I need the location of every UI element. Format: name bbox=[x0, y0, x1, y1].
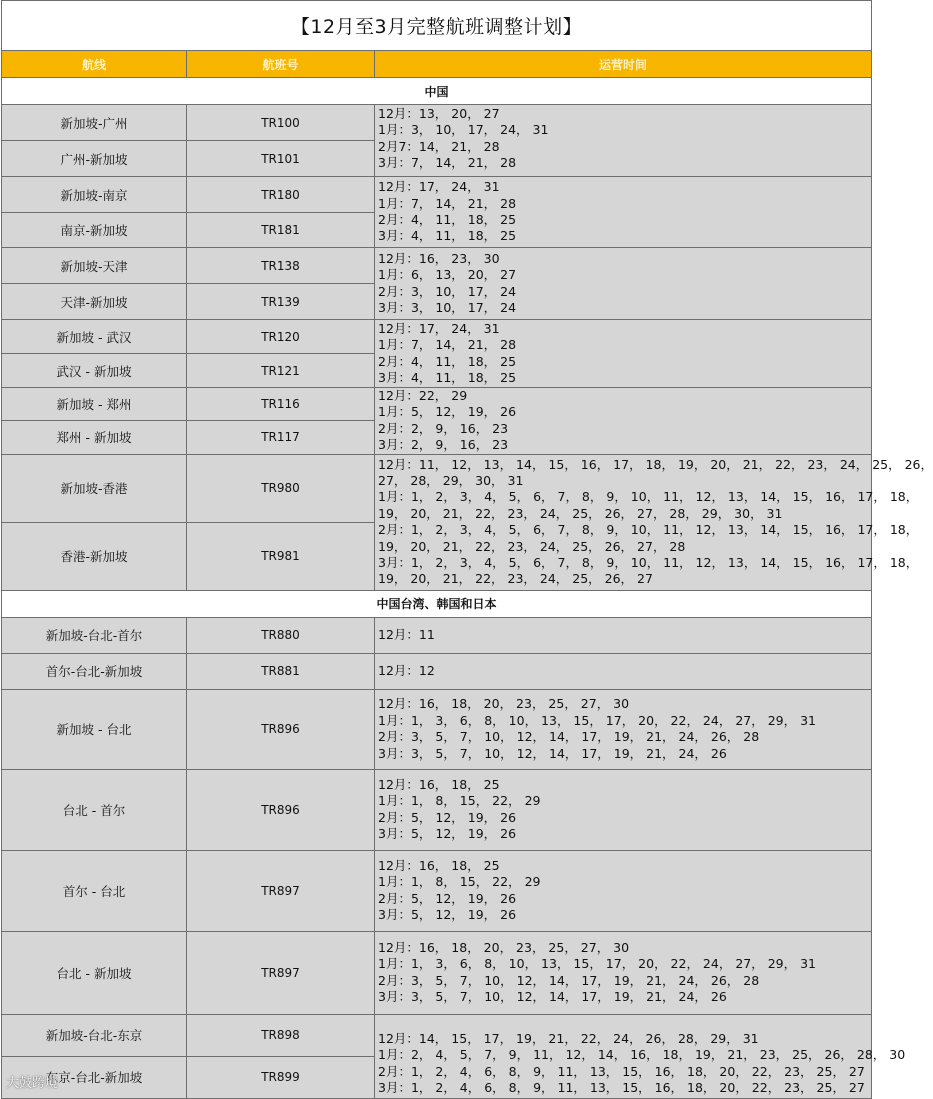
schedule-cell bbox=[375, 105, 872, 177]
schedule-line: 1月：7， 14， 21， 28 bbox=[378, 195, 517, 211]
watermark: 大鼓跨境 bbox=[6, 1076, 59, 1091]
schedule-line: 12月：11 bbox=[378, 626, 435, 642]
schedule-line: 1月：5， 12， 19， 26 bbox=[378, 404, 517, 420]
schedule-line: 19， 20， 21， 22， 23， 24， 25， 26， 27， 28， 29， 30， 31 bbox=[378, 505, 783, 521]
schedule-cell bbox=[375, 689, 872, 769]
route-cell: 新加坡 - 台北 bbox=[2, 689, 187, 769]
schedule-line: 2月：1， 2， 4， 6， 8， 9， 11， 13， 15， 16， 18， 20， 22， 23， 25， 27 bbox=[378, 1063, 865, 1079]
flight-number-cell: TR897 bbox=[187, 850, 375, 931]
schedule-line: 19， 20， 21， 22， 23， 24， 25， 26， 27 bbox=[378, 571, 653, 587]
route-cell: 天津-新加坡 bbox=[2, 284, 187, 320]
schedule-line: 12月：12 bbox=[378, 662, 435, 678]
flight-schedule-table bbox=[1, 0, 933, 1099]
schedule-line: 1月：6， 13， 20， 27 bbox=[378, 267, 517, 283]
route-cell: 香港-新加坡 bbox=[2, 522, 187, 590]
route-cell: 首尔-台北-新加坡 bbox=[2, 653, 187, 689]
region-heading-taiwan-korea-japan: 中国台湾、韩国和日本 bbox=[2, 590, 872, 617]
route-cell: 南京-新加坡 bbox=[2, 213, 187, 248]
schedule-line: 1月：1， 8， 15， 22， 29 bbox=[378, 793, 541, 809]
route-cell: 郑州 - 新加坡 bbox=[2, 421, 187, 454]
schedule-line: 3月：4， 11， 18， 25 bbox=[378, 369, 517, 385]
schedule-line: 2月：3， 10， 17， 24 bbox=[378, 283, 517, 299]
route-cell: 东京-台北-新加坡 bbox=[2, 1056, 187, 1098]
schedule-cell bbox=[375, 653, 872, 689]
schedule-line: 19， 20， 21， 22， 23， 24， 25， 26， 27， 28 bbox=[378, 538, 686, 554]
schedule-line: 3月：2， 9， 16， 23 bbox=[378, 437, 509, 453]
schedule-line: 2月：3， 5， 7， 10， 12， 14， 17， 19， 21， 24， 26， 28 bbox=[378, 972, 760, 988]
schedule-line: 12月：16， 18， 20， 23， 25， 27， 30 bbox=[378, 939, 630, 955]
route-cell: 广州-新加坡 bbox=[2, 141, 187, 177]
schedule-line: 12月：16， 18， 20， 23， 25， 27， 30 bbox=[378, 696, 630, 712]
route-cell: 新加坡 - 郑州 bbox=[2, 388, 187, 421]
flight-number-cell: TR138 bbox=[187, 248, 375, 284]
route-cell: 新加坡-天津 bbox=[2, 248, 187, 284]
schedule-cell bbox=[375, 320, 872, 388]
schedule-line: 3月：7， 14， 21， 28 bbox=[378, 155, 517, 171]
header-operating-dates: 运营时间 bbox=[375, 51, 872, 78]
schedule-line: 12月：16， 18， 25 bbox=[378, 857, 500, 873]
route-cell: 新加坡-广州 bbox=[2, 105, 187, 141]
schedule-line: 1月：7， 14， 21， 28 bbox=[378, 337, 517, 353]
flight-number-cell: TR898 bbox=[187, 1014, 375, 1056]
route-cell: 台北 - 首尔 bbox=[2, 769, 187, 850]
flight-number-cell: TR880 bbox=[187, 617, 375, 653]
header-route: 航线 bbox=[2, 51, 187, 78]
route-cell: 新加坡 - 武汉 bbox=[2, 320, 187, 354]
schedule-line: 3月：1， 2， 4， 6， 8， 9， 11， 13， 15， 16， 18， 20， 22， 23， 25， 27 bbox=[378, 1080, 865, 1096]
header-flight-number: 航班号 bbox=[187, 51, 375, 78]
schedule-cell bbox=[375, 769, 872, 850]
flight-number-cell: TR117 bbox=[187, 421, 375, 454]
flight-number-cell: TR980 bbox=[187, 454, 375, 522]
schedule-line: 2月：5， 12， 19， 26 bbox=[378, 809, 517, 825]
schedule-line: 12月：17， 24， 31 bbox=[378, 320, 500, 336]
route-cell: 武汉 - 新加坡 bbox=[2, 354, 187, 388]
flight-number-cell: TR101 bbox=[187, 141, 375, 177]
schedule-line: 1月：2， 4， 5， 7， 9， 11， 12， 14， 16， 18， 19， 21， 23， 25， 26， 28， 30 bbox=[378, 1047, 906, 1063]
route-cell: 新加坡-台北-东京 bbox=[2, 1014, 187, 1056]
schedule-line: 2月：4， 11， 18， 25 bbox=[378, 353, 517, 369]
schedule-line: 2月：5， 12， 19， 26 bbox=[378, 890, 517, 906]
flight-number-cell: TR181 bbox=[187, 213, 375, 248]
schedule-line: 12月：14， 15， 17， 19， 21， 22， 24， 26， 28， 29， 31 bbox=[378, 1031, 759, 1046]
route-cell: 台北 - 新加坡 bbox=[2, 931, 187, 1014]
region-heading-china: 中国 bbox=[2, 78, 872, 105]
route-cell: 首尔 - 台北 bbox=[2, 850, 187, 931]
schedule-line: 27， 28， 29， 30， 31 bbox=[378, 472, 524, 488]
route-cell: 新加坡-台北-首尔 bbox=[2, 617, 187, 653]
flight-number-cell: TR899 bbox=[187, 1056, 375, 1098]
schedule-line: 2月：1， 2， 3， 4， 5， 6， 7， 8， 9， 10， 11， 12， 13， 14， 15， 16， 17， 18， bbox=[378, 522, 919, 538]
flight-number-cell: TR896 bbox=[187, 769, 375, 850]
flight-number-cell: TR120 bbox=[187, 320, 375, 354]
schedule-line: 12月：16， 23， 30 bbox=[378, 250, 500, 266]
flight-number-cell: TR881 bbox=[187, 653, 375, 689]
schedule-line: 1月：3， 10， 17， 24， 31 bbox=[378, 122, 549, 138]
schedule-line: 3月：3， 5， 7， 10， 12， 14， 17， 19， 21， 24， 26 bbox=[378, 989, 727, 1005]
schedule-line: 1月：1， 3， 6， 8， 10， 13， 15， 17， 20， 22， 24， 27， 29， 31 bbox=[378, 956, 816, 972]
schedule-line: 12月：16， 18， 25 bbox=[378, 776, 500, 792]
flight-number-cell: TR180 bbox=[187, 177, 375, 213]
schedule-line: 12月：11， 12， 13， 14， 15， 16， 17， 18， 19， 20， 21， 22， 23， 24， 25， 26， bbox=[378, 456, 933, 472]
schedule-line: 3月：1， 2， 3， 4， 5， 6， 7， 8， 9， 10， 11， 12， 13， 14， 15， 16， 17， 18， bbox=[378, 554, 919, 570]
schedule-line: 2月：2， 9， 16， 23 bbox=[378, 420, 509, 436]
flight-number-cell: TR897 bbox=[187, 931, 375, 1014]
schedule-line: 3月：4， 11， 18， 25 bbox=[378, 228, 517, 244]
schedule-cell bbox=[375, 177, 872, 248]
flight-number-cell: TR896 bbox=[187, 689, 375, 769]
schedule-line: 12月：17， 24， 31 bbox=[378, 179, 500, 195]
schedule-line: 3月：3， 10， 17， 24 bbox=[378, 299, 517, 315]
schedule-line: 3月：5， 12， 19， 26 bbox=[378, 826, 517, 842]
schedule-cell bbox=[375, 617, 872, 653]
flight-number-cell: TR116 bbox=[187, 388, 375, 421]
route-cell: 新加坡-香港 bbox=[2, 454, 187, 522]
flight-number-cell: TR139 bbox=[187, 284, 375, 320]
schedule-line: 2月：4， 11， 18， 25 bbox=[378, 212, 517, 227]
schedule-line: 2月7：14， 21， 28 bbox=[378, 138, 500, 154]
schedule-line: 1月：1， 2， 3， 4， 5， 6， 7， 8， 9， 10， 11， 12， 13， 14， 15， 16， 17， 18， bbox=[378, 489, 919, 505]
schedule-line: 12月：13， 20， 27 bbox=[378, 106, 500, 121]
schedule-line: 1月：1， 3， 6， 8， 10， 13， 15， 17， 20， 22， 24， 27， 29， 31 bbox=[378, 712, 816, 728]
route-cell: 新加坡-南京 bbox=[2, 177, 187, 213]
schedule-line: 3月：3， 5， 7， 10， 12， 14， 17， 19， 21， 24， 26 bbox=[378, 745, 727, 761]
schedule-cell bbox=[375, 388, 872, 455]
schedule-line: 12月：22， 29 bbox=[378, 388, 468, 403]
flight-number-cell: TR100 bbox=[187, 105, 375, 141]
schedule-line: 2月：3， 5， 7， 10， 12， 14， 17， 19， 21， 24， 26， 28 bbox=[378, 729, 760, 745]
schedule-cell bbox=[375, 850, 872, 931]
schedule-cell bbox=[375, 1014, 906, 1098]
schedule-line: 3月：5， 12， 19， 26 bbox=[378, 907, 517, 923]
schedule-cell bbox=[375, 248, 872, 320]
schedule-cell bbox=[375, 931, 872, 1014]
flight-number-cell: TR121 bbox=[187, 354, 375, 388]
sheet-title: 【12月至3月完整航班调整计划】 bbox=[2, 1, 872, 51]
flight-number-cell: TR981 bbox=[187, 522, 375, 590]
schedule-cell bbox=[375, 454, 933, 590]
schedule-line: 1月：1， 8， 15， 22， 29 bbox=[378, 874, 541, 890]
